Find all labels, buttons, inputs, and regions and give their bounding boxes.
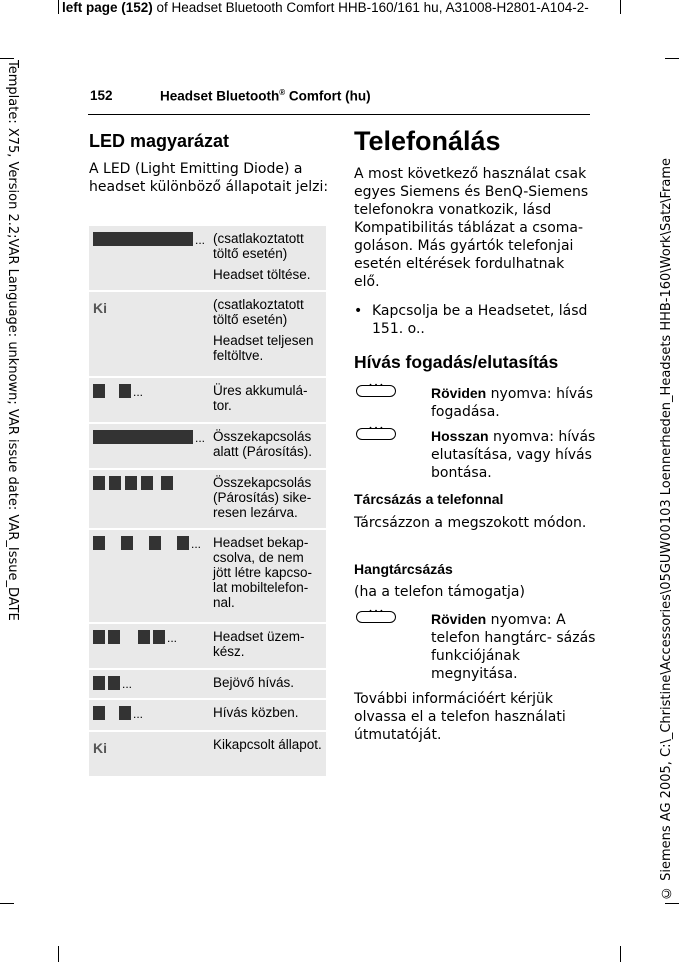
desc-line: Üres akkumulá- tor. — [213, 383, 308, 413]
running-title-text: Headset Bluetooth — [160, 88, 280, 104]
left-side-template-text: Template: X75, Version 2.2;VAR Language: unknown; VAR issue date: VAR_Issue_DATE — [5, 60, 20, 621]
table-row — [89, 670, 326, 700]
led-description — [211, 670, 326, 698]
desc-line: Headset teljesen feltöltve. — [213, 333, 314, 363]
table-row — [89, 470, 326, 530]
top-header-doc: of Headset Bluetooth Comfort HHB-160/161 hu, A31008-H2801-A104-2- — [152, 0, 589, 15]
desc-line: Összekapcsolás (Párosítás) sike- resen lezárva. — [213, 475, 312, 520]
multifunction-key-icon — [356, 385, 396, 397]
table-row — [89, 624, 326, 670]
bullet-text: Kapcsolja be a Headsetet, lásd 151. o.. — [372, 303, 588, 337]
long-press-desc — [431, 427, 601, 482]
call-intro: A most következő használat csak egyes Siemens és BenQ-Siemens telefonokra vonatkozik, lásd Kompatibilitás táblázat a csoma-goláson. Más gyártók telefonjai esetén eltérések fordulhatnak elő. — [354, 166, 589, 290]
table-row — [89, 530, 326, 624]
right-side-copyright-text: © Siemens AG 2005, C:\_Christine\Accessories\05GUW00103 Loennerheden_Headsets HHB-160\Work\Satz\Frame — [659, 158, 674, 900]
led-pattern — [89, 530, 211, 622]
crop-mark — [0, 903, 14, 904]
desc-line: Bejövő hívás. — [213, 675, 295, 690]
multifunction-key-icon — [356, 428, 396, 440]
crop-mark — [620, 946, 621, 962]
short-rest: nyomva: hívás fogadása. — [431, 386, 593, 420]
led-pattern — [89, 226, 211, 290]
crop-mark — [665, 903, 679, 904]
led-heading: LED magyarázat — [89, 131, 230, 151]
registered-mark: ® — [279, 88, 286, 97]
voice-press-desc — [431, 610, 601, 683]
crop-mark — [665, 58, 679, 59]
led-description — [211, 424, 326, 468]
led-description — [211, 530, 326, 622]
call-bullet — [354, 302, 594, 338]
long-bold: Hosszan — [431, 428, 489, 444]
crop-mark — [0, 58, 14, 59]
dots: ... — [191, 537, 202, 551]
dots: ... — [133, 707, 144, 721]
top-header-page: left page (152) — [62, 0, 153, 15]
led-description — [211, 732, 326, 776]
dots: ... — [133, 385, 144, 399]
ki-label: Ki — [93, 740, 107, 756]
bullet-symbol: • — [354, 303, 363, 319]
dots: ... — [195, 431, 206, 445]
led-pattern — [89, 624, 211, 668]
running-title — [160, 88, 371, 104]
running-title-suffix: Comfort (hu) — [285, 88, 371, 104]
led-intro: A LED (Light Emitting Diode) a headset különböző állapotait jelzi: — [89, 161, 329, 195]
led-description — [211, 624, 326, 668]
desc-line: Kikapcsolt állapot. — [213, 737, 322, 752]
led-pattern — [89, 378, 211, 422]
answer-heading: Hívás fogadás/elutasítás — [354, 352, 559, 372]
led-description — [211, 470, 326, 528]
call-heading: Telefonálás — [354, 126, 501, 156]
voice-bold: Röviden — [431, 611, 487, 627]
led-description — [211, 292, 326, 376]
desc-line: Hívás közben. — [213, 705, 299, 720]
table-row — [89, 424, 326, 470]
desc-line: Összekapcsolás alatt (Párosítás). — [213, 429, 313, 459]
desc-line: Headset bekap- csolva, de nem jött létre kapcso- lat mobiltelefon- nal. — [213, 535, 313, 610]
crop-mark — [58, 0, 59, 14]
desc-line: Headset üzem- kész. — [213, 629, 305, 659]
led-description — [211, 226, 326, 290]
dial-heading: Tárcsázás a telefonnal — [354, 491, 504, 507]
short-press-desc — [431, 384, 601, 421]
led-description — [211, 378, 326, 422]
table-row — [89, 378, 326, 424]
table-row — [89, 226, 326, 292]
desc-line: (csatlakoztatott töltő esetén) — [213, 297, 304, 327]
crop-mark — [58, 946, 59, 962]
page-number: 152 — [90, 88, 113, 103]
desc-line: (csatlakoztatott töltő esetén) — [213, 231, 304, 261]
long-rest: nyomva: hívás elutasítása, vagy hívás bontása. — [431, 429, 596, 481]
led-pattern — [89, 292, 211, 376]
table-row — [89, 700, 326, 732]
dots: ... — [167, 631, 178, 645]
desc-line: Headset töltése. — [213, 267, 311, 282]
footer-text: További információért kérjük olvassa el a telefon használati útmutatóját. — [354, 691, 566, 743]
top-header — [62, 0, 679, 16]
ki-label: Ki — [93, 300, 107, 316]
voice-heading: Hangtárcsázás — [354, 561, 453, 577]
led-pattern — [89, 424, 211, 468]
multifunction-key-icon — [356, 611, 396, 623]
table-row — [89, 292, 326, 378]
led-table — [89, 226, 326, 778]
led-pattern — [89, 470, 211, 528]
led-pattern — [89, 700, 211, 730]
header-rule — [88, 114, 590, 115]
dial-text: Tárcsázzon a megszokott módon. — [354, 515, 587, 531]
short-bold: Röviden — [431, 385, 487, 401]
led-pattern — [89, 732, 211, 776]
voice-text: (ha a telefon támogatja) — [354, 584, 525, 600]
led-description — [211, 700, 326, 730]
dots: ... — [122, 677, 133, 691]
table-row — [89, 732, 326, 778]
led-pattern — [89, 670, 211, 698]
voice-rest: nyomva: A telefon hangtárc- sázás funkciójának megnyitása. — [431, 612, 596, 682]
dots: ... — [195, 233, 206, 247]
